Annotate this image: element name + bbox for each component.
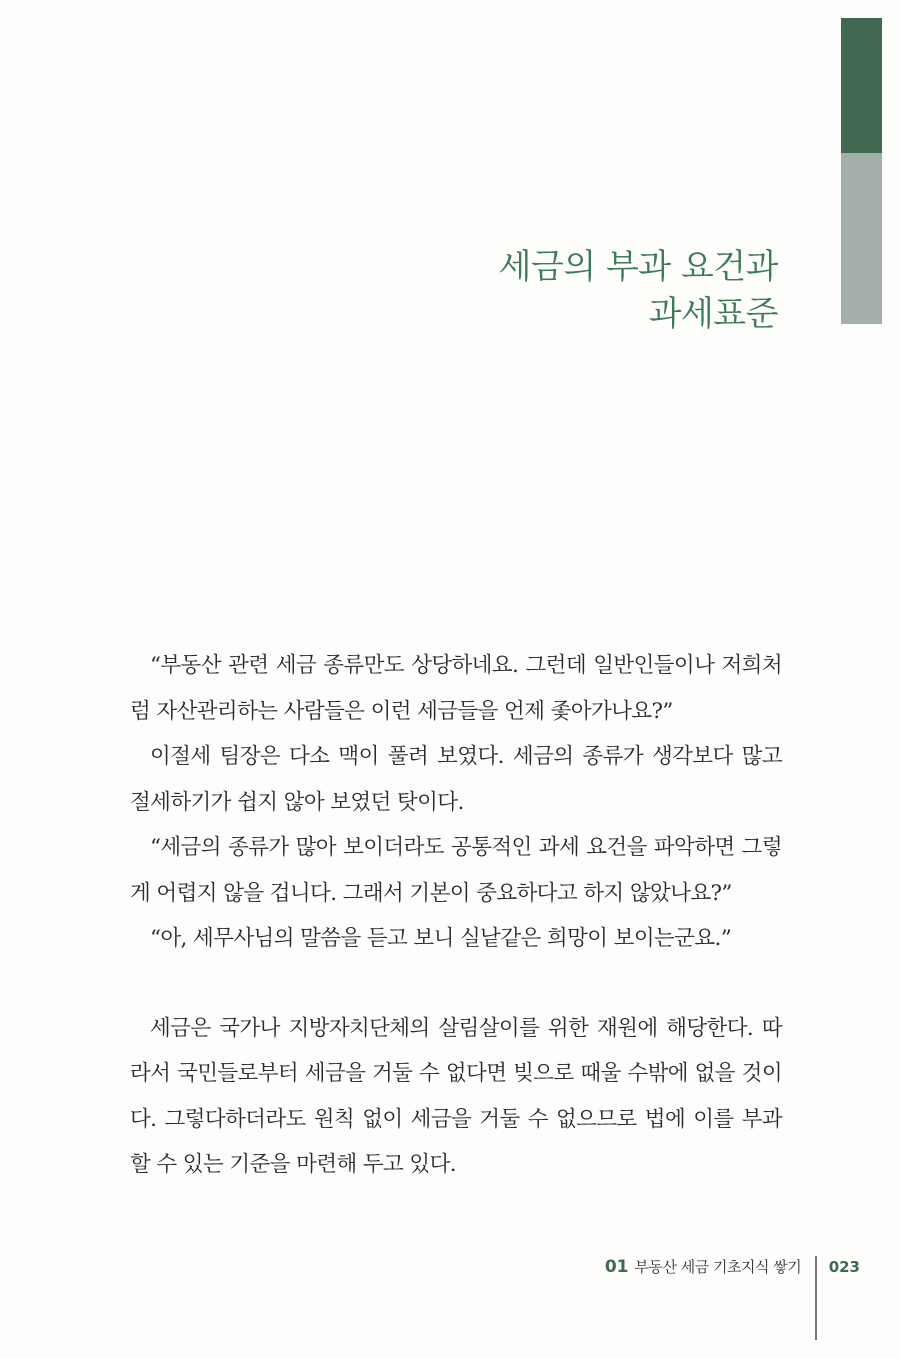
paragraph: “부동산 관련 세금 종류만도 상당하네요. 그런데 일반인들이나 저희처럼 자산관리하는 사람들은 이런 세금들을 언제 좇아가나요?”	[130, 653, 782, 724]
paragraph: “아, 세무사님의 말씀을 듣고 보니 실낱같은 희망이 보이는군요.”	[150, 926, 732, 951]
paragraph-gap	[130, 962, 782, 1006]
chapter-title	[499, 244, 778, 338]
chapter-tab-accent	[841, 18, 882, 153]
footer-divider	[815, 1256, 817, 1340]
body-text	[130, 643, 782, 1188]
page-footer	[605, 1256, 860, 1340]
paragraph: “세금의 종류가 많아 보이더라도 공통적인 과세 요건을 파악하면 그렇게 어렵지 않을 겁니다. 그래서 기본이 중요하다고 하지 않았나요?”	[130, 835, 782, 906]
paragraph: 세금은 국가나 지방자치단체의 살림살이를 위한 재원에 해당한다. 따라서 국민들로부터 세금을 거둘 수 없다면 빚으로 때울 수밖에 없을 것이다. 그렇다하더라도 원칙 없이 세금을 거둘 수 없으므로 법에 이를 부과할 수 있는 기준을 마련해 두고 있다.	[130, 1015, 782, 1177]
chapter-title-line-1: 세금의 부과 요건과	[498, 247, 778, 287]
footer-chapter-label: 부동산 세금 기초지식 쌓기	[634, 1258, 802, 1276]
page-number: 023	[828, 1258, 860, 1276]
footer-chapter-number: 01	[604, 1257, 629, 1277]
chapter-title-line-2: 과세표준	[648, 294, 778, 334]
paragraph: 이절세 팀장은 다소 맥이 풀려 보였다. 세금의 종류가 생각보다 많고 절세하기가 쉽지 않아 보였던 탓이다.	[130, 744, 782, 815]
chapter-tab-gray	[841, 153, 882, 324]
